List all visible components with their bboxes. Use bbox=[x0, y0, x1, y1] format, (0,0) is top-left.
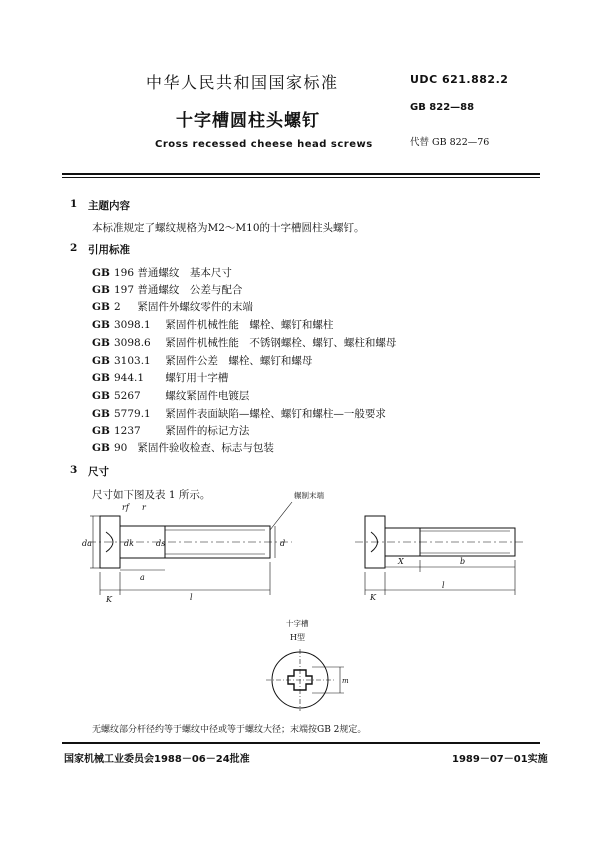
header-rule-top bbox=[62, 173, 540, 175]
replaces-code: 代替 GB 822—76 bbox=[410, 137, 490, 148]
recess-caption: 十字槽 bbox=[286, 619, 309, 628]
title-en: Cross recessed cheese head screws bbox=[155, 139, 373, 150]
label-ds: ds bbox=[156, 539, 166, 548]
label-l: l bbox=[190, 593, 193, 602]
header-rule-bottom bbox=[62, 177, 540, 178]
reference-item: GB 197 普通螺纹 公差与配合 bbox=[92, 284, 243, 296]
section-2-number: 2 bbox=[70, 242, 78, 254]
label-rf: rf bbox=[122, 503, 129, 512]
screw-thread-view-drawing bbox=[350, 500, 530, 610]
label-b: b bbox=[460, 557, 466, 566]
figure-note: 无螺纹部分杆径约等于螺纹中径或等于螺纹大径；末端按GB 2规定。 bbox=[92, 725, 367, 735]
label-a: a bbox=[140, 573, 145, 582]
label-l-right: l bbox=[442, 581, 445, 590]
section-1-number: 1 bbox=[70, 198, 78, 210]
screw-side-view-drawing bbox=[60, 480, 360, 610]
section-2-title: 引用标准 bbox=[88, 244, 130, 256]
section-1-title: 主题内容 bbox=[88, 200, 130, 212]
label-k: K bbox=[106, 595, 112, 604]
section-3-number: 3 bbox=[70, 464, 78, 476]
section-1-body: 本标准规定了螺纹规格为M2～M10的十字槽圆柱头螺钉。 bbox=[92, 222, 365, 234]
reference-item: GB 196 普通螺纹 基本尺寸 bbox=[92, 267, 232, 279]
reference-item: GB 3103.1 紧固件公差 螺栓、螺钉和螺母 bbox=[92, 355, 313, 367]
footer-rule bbox=[62, 742, 540, 744]
gb-code: GB 822—88 bbox=[410, 102, 475, 113]
label-m: m bbox=[342, 677, 349, 685]
effective-date: 1989－07－01实施 bbox=[452, 754, 548, 765]
reference-item: GB 90 紧固件验收检查、标志与包装 bbox=[92, 442, 274, 454]
reference-item: GB 944.1 螺钉用十字槽 bbox=[92, 372, 229, 384]
approval-date: 国家机械工业委员会1988－06－24批准 bbox=[64, 754, 250, 765]
label-end-type: 辗制末端 bbox=[294, 491, 324, 500]
recess-type: H型 bbox=[290, 633, 305, 642]
reference-item: GB 1237 紧固件的标记方法 bbox=[92, 425, 250, 437]
label-k-right: K bbox=[370, 593, 376, 602]
label-da: da bbox=[82, 539, 92, 548]
label-x: X bbox=[398, 557, 404, 566]
label-dk: dk bbox=[124, 539, 134, 548]
title-cn: 十字槽圆柱头螺钉 bbox=[176, 111, 320, 131]
reference-item: GB 5779.1 紧固件表面缺陷—螺栓、螺钉和螺柱—一般要求 bbox=[92, 408, 386, 420]
section-3-body: 尺寸如下图及表 1 所示。 bbox=[92, 489, 211, 501]
recess-top-view-drawing bbox=[260, 645, 360, 715]
label-d: d bbox=[280, 539, 286, 548]
section-3-title: 尺寸 bbox=[88, 466, 109, 478]
reference-item: GB 5267 螺纹紧固件电镀层 bbox=[92, 390, 250, 402]
label-r: r bbox=[142, 503, 146, 512]
reference-item: GB 3098.1 紧固件机械性能 螺栓、螺钉和螺柱 bbox=[92, 319, 334, 331]
reference-item: GB 2 紧固件外螺纹零件的末端 bbox=[92, 301, 253, 313]
udc-code: UDC 621.882.2 bbox=[410, 73, 509, 86]
reference-item: GB 3098.6 紧固件机械性能 不锈钢螺栓、螺钉、螺柱和螺母 bbox=[92, 337, 397, 349]
standard-org: 中华人民共和国国家标准 bbox=[146, 73, 339, 92]
